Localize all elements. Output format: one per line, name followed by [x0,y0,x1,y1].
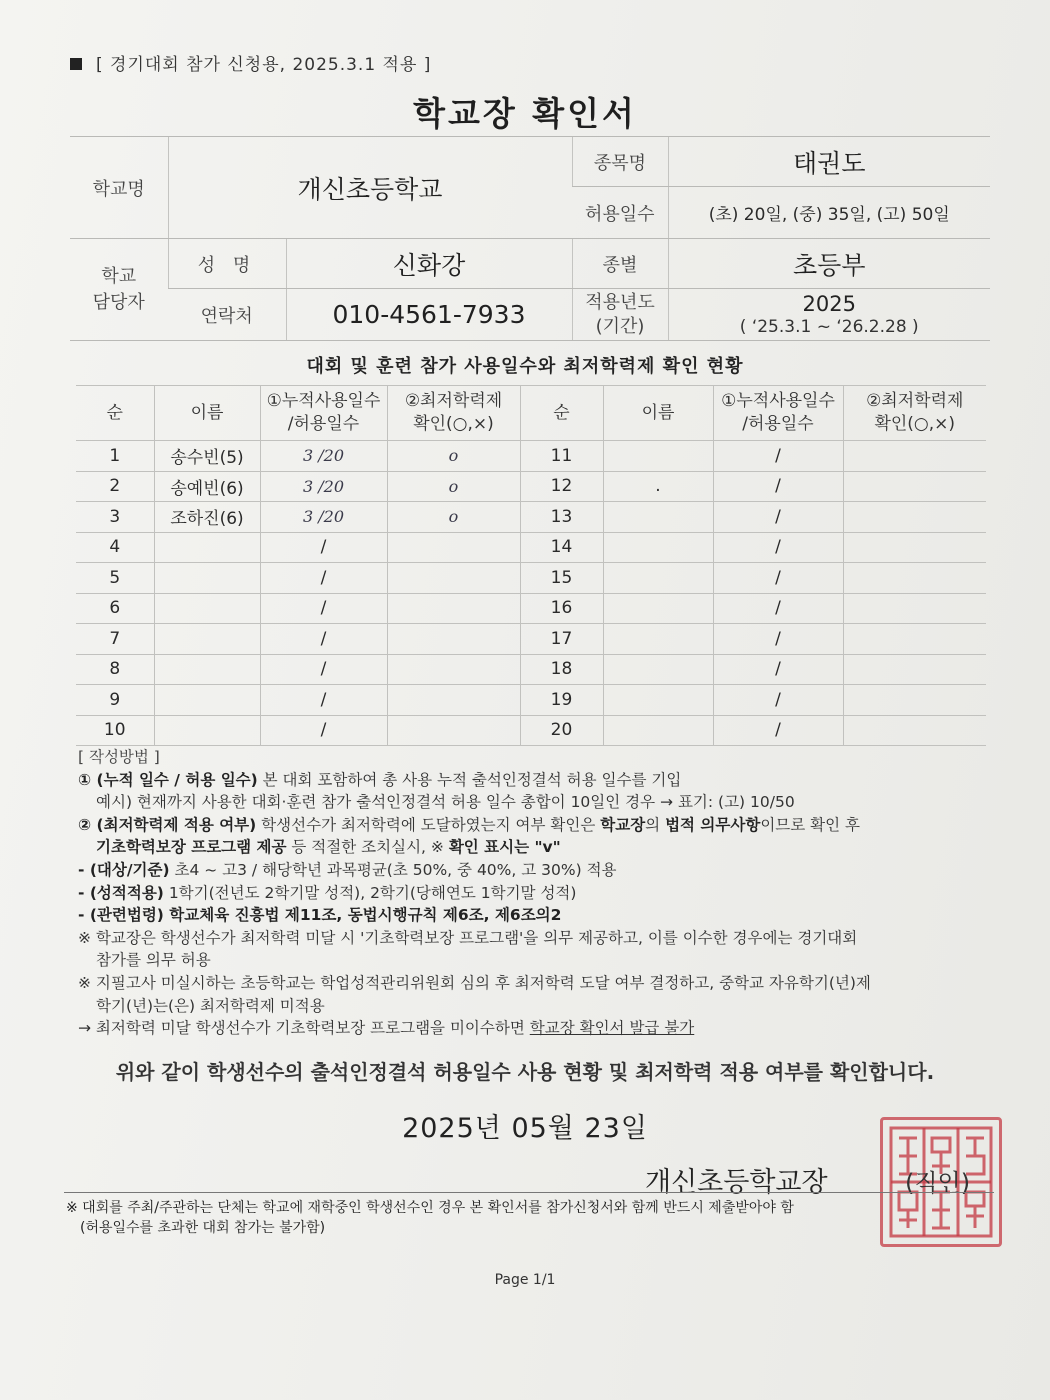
roster-body [76,441,986,746]
cell-name-right [603,593,713,624]
cell-check-right [843,593,986,624]
cell-no-left: 4 [76,532,154,563]
instruction-grades: - (성적적용) 1학기(전년도 2학기말 성적), 2학기(당해연도 1학기말 성적) [78,883,577,902]
cell-name-right [603,654,713,685]
cell-check-left [387,654,520,685]
roster-title: 대회 및 훈련 참가 사용일수와 최저학력제 확인 현황 [306,356,744,377]
cell-days-right: / [713,502,843,533]
header-name-left: 이름 [154,386,260,441]
cell-check-right [843,502,986,533]
cell-days-right: / [713,593,843,624]
cell-no-left: 9 [76,685,154,716]
cell-no-right: 18 [520,654,603,685]
issue-date: 2025년 05월 23일 [402,1113,648,1144]
table-row [76,685,986,716]
name-value: 신화강 [286,239,572,289]
table-row [76,441,986,472]
cell-check-right [843,471,986,502]
cell-name-left [154,715,260,746]
cell-check-left [387,563,520,594]
division-label: 종별 [572,239,668,289]
cell-days-right: / [713,715,843,746]
cell-name-right [603,441,713,472]
cell-days-left: / [260,715,387,746]
cell-days-right: / [713,441,843,472]
instructions-heading: [ 작성방법 ] [78,748,160,766]
cell-name-left [154,563,260,594]
manager-label: 학교 담당자 [70,239,168,341]
instruction-1: ① (누적 일수 / 허용 일수) 본 대회 포함하여 총 사용 누적 출석인정결석 허용 일수를 기입 [78,770,682,789]
cell-days-left: / [260,532,387,563]
footer-divider [64,1192,994,1193]
cell-name-right [603,563,713,594]
allowed-days-value: (초) 20일, (중) 35일, (고) 50일 [668,187,990,239]
cell-name-left: 조하진(6) [154,502,260,533]
cell-check-right [843,532,986,563]
header-name-right: 이름 [603,386,713,441]
cell-check-right [843,685,986,716]
seal-label: (직인) [905,1169,971,1197]
header-check-right: ②최저학력제 확인(○,×) [843,386,986,441]
cell-days-right: / [713,471,843,502]
table-row [76,593,986,624]
cell-name-right [603,685,713,716]
cell-days-left: 3 /20 [260,502,387,533]
header-no-right: 순 [520,386,603,441]
header-no-left: 순 [76,386,154,441]
document-title: 학교장 확인서 [413,94,637,133]
cell-check-left: o [387,441,520,472]
cell-name-right: . [603,471,713,502]
cell-no-left: 2 [76,471,154,502]
cell-days-left: 3 /20 [260,471,387,502]
school-label: 학교명 [70,137,168,239]
cell-name-left [154,593,260,624]
cell-days-left: / [260,563,387,594]
cell-no-right: 12 [520,471,603,502]
cell-check-right [843,563,986,594]
cell-check-left [387,593,520,624]
cell-check-right [843,715,986,746]
name-label: 성 명 [168,239,286,289]
cell-name-right [603,715,713,746]
event-value: 태권도 [668,137,990,187]
table-row [76,624,986,655]
table-row [76,654,986,685]
table-row [76,563,986,594]
instruction-2-cont: 기초학력보장 프로그램 제공 등 적절한 조치실시, ※ 확인 표시는 "v" [96,838,561,857]
cell-name-left: 송예빈(6) [154,471,260,502]
year-cell [668,289,990,341]
table-row [76,502,986,533]
allowed-days-label: 허용일수 [572,187,668,239]
cell-no-left: 6 [76,593,154,624]
cell-no-right: 13 [520,502,603,533]
cell-name-left [154,532,260,563]
cell-days-right: / [713,654,843,685]
table-row [76,471,986,502]
cell-no-right: 20 [520,715,603,746]
instruction-note-2-cont: 학기(년)는(은) 최저학력제 미적용 [96,996,325,1015]
cell-check-left: o [387,502,520,533]
info-table [70,136,990,341]
cell-days-left: / [260,654,387,685]
cell-check-left [387,715,520,746]
contact-value: 010-4561-7933 [286,289,572,341]
cell-check-left [387,624,520,655]
cell-no-left: 8 [76,654,154,685]
cell-no-left: 5 [76,563,154,594]
cell-name-left [154,624,260,655]
cell-days-right: / [713,563,843,594]
cell-check-left: o [387,471,520,502]
instruction-note-1-cont: 참가를 의무 허용 [96,951,211,970]
year-label: 적용년도 (기간) [572,289,668,341]
cell-no-right: 14 [520,532,603,563]
cell-days-right: / [713,624,843,655]
cell-no-right: 19 [520,685,603,716]
instruction-2: ② (최저학력제 적용 여부) 학생선수가 최저학력에 도달하였는지 여부 확인은 학교장의 법적 의무사항이므로 확인 후 [78,815,861,834]
cell-days-right: / [713,532,843,563]
instruction-1-example: 예시) 현재까지 사용한 대회·훈련 참가 출석인정결석 허용 일수 총합이 10일인 경우 → 표기: (고) 10/50 [96,793,795,812]
cell-name-right [603,624,713,655]
cell-no-left: 10 [76,715,154,746]
principal-name: 개신초등학교장 [645,1167,828,1198]
cell-days-right: / [713,685,843,716]
cell-check-right [843,624,986,655]
cell-check-right [843,441,986,472]
instructions [78,746,998,1040]
square-bullet-icon [70,58,82,70]
contact-label: 연락처 [168,289,286,341]
header-days-left: ①누적사용일수 /허용일수 [260,386,387,441]
instruction-note-1: ※ 학교장은 학생선수가 최저학력 미달 시 '기초학력보장 프로그램'을 의무 제공하고, 이를 이수한 경우에는 경기대회 [78,928,858,947]
division-value: 초등부 [668,239,990,289]
cell-name-left: 송수빈(5) [154,441,260,472]
cell-no-right: 17 [520,624,603,655]
cell-days-left: 3 /20 [260,441,387,472]
school-value: 개신초등학교 [168,137,572,239]
footer-note-line-2: (허용일수를 초과한 대회 참가는 불가함) [80,1220,326,1236]
cell-days-left: / [260,593,387,624]
cell-no-right: 15 [520,563,603,594]
instruction-note-2: ※ 지필고사 미실시하는 초등학교는 학업성적관리위원회 심의 후 최저학력 도달 여부 결정하고, 중학교 자유학기(년)제 [78,973,871,992]
cell-check-left [387,532,520,563]
cell-no-left: 7 [76,624,154,655]
event-label: 종목명 [572,137,668,187]
cell-days-left: / [260,685,387,716]
cell-no-right: 11 [520,441,603,472]
cell-name-left [154,654,260,685]
year-period: ( ‘25.3.1 ~ ‘26.2.28 ) [739,316,919,337]
roster-table [76,385,986,746]
cell-check-right [843,654,986,685]
table-row [76,715,986,746]
header-days-right: ①누적사용일수 /허용일수 [713,386,843,441]
year-value: 2025 [802,291,856,316]
footer-note [66,1198,794,1238]
cell-name-left [154,685,260,716]
instruction-law: - (관련법령) 학교체육 진흥법 제11조, 동법시행규칙 제6조, 제6조의2 [78,906,562,925]
cell-no-left: 3 [76,502,154,533]
page-number: Page 1/1 [494,1272,556,1288]
table-row [76,532,986,563]
confirmation-statement: 위와 같이 학생선수의 출석인정결석 허용일수 사용 현황 및 최저학력 적용 여부를 확인합니다. [115,1060,935,1084]
instruction-arrow: → 최저학력 미달 학생선수가 기초학력보장 프로그램을 미이수하면 학교장 확인서 발급 불가 [78,1019,695,1038]
cell-name-right [603,532,713,563]
usage-note: [ 경기대회 참가 신청용, 2025.3.1 적용 ] [70,50,431,75]
footer-note-line-1: ※ 대회를 주최/주관하는 단체는 학교에 재학중인 학생선수인 경우 본 확인서를 참가신청서와 함께 반드시 제출받아야 함 [66,1200,794,1216]
cell-no-right: 16 [520,593,603,624]
cell-days-left: / [260,624,387,655]
header-check-left: ②최저학력제 확인(○,×) [387,386,520,441]
instruction-target: - (대상/기준) 초4 ~ 고3 / 해당학년 과목평균(초 50%, 중 40%, 고 30%) 적용 [78,860,617,879]
cell-check-left [387,685,520,716]
cell-name-right [603,502,713,533]
cell-no-left: 1 [76,441,154,472]
